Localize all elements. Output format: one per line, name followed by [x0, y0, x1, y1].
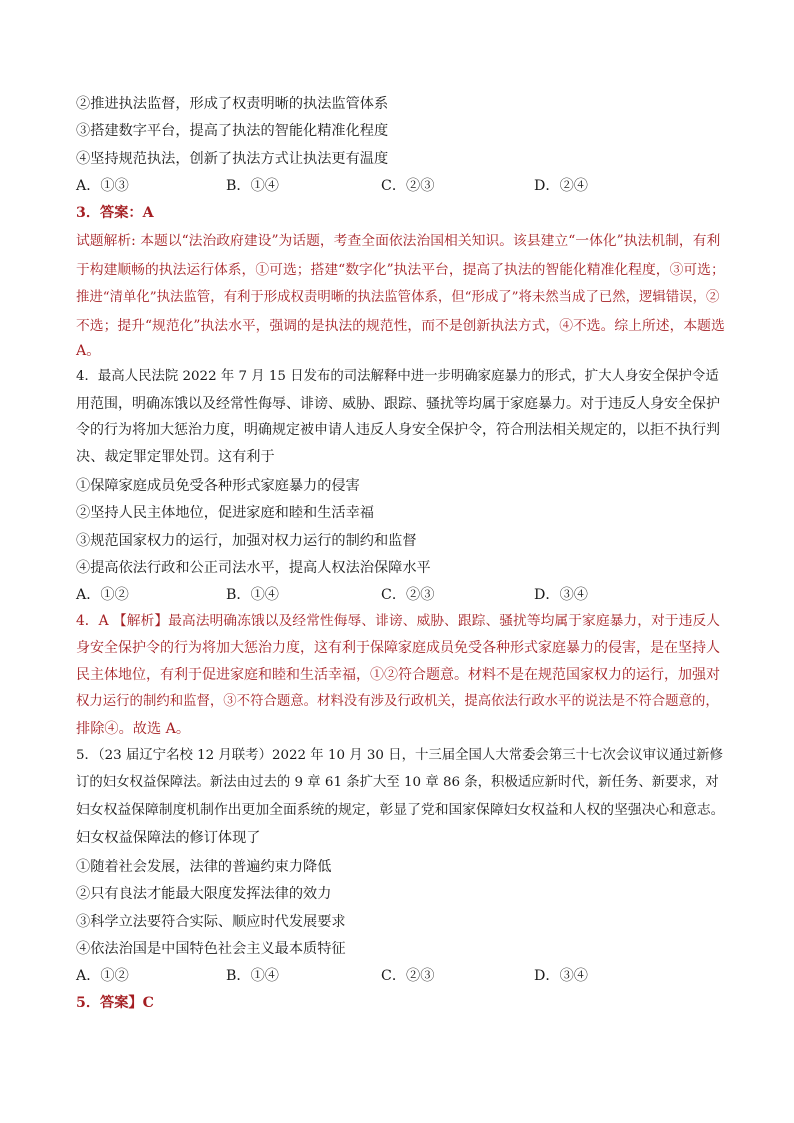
q2-item-4: ④坚持规范执法，创新了执法方式让执法更有温度: [76, 151, 389, 167]
q5-stem-line: 妇女权益保障法的修订体现了: [76, 830, 261, 846]
q5-option-c: C．②③: [381, 968, 435, 984]
q5-stem-line: 妇女权益保障制度机制作出更加全面系统的规定，彰显了党和国家保障妇女权益和人权的坚强决心和意志。: [76, 802, 725, 818]
answer-4-line: 排除④。故选 A。: [76, 721, 191, 737]
q4-options: [76, 585, 716, 605]
q5-options: [76, 966, 716, 986]
answer-3-line: 于构建顺畅的执法运行体系，①可选；搭建“数字化”执法平台，提高了执法的智能化精准化程度，③可选；: [76, 262, 725, 278]
q4-stem-line: 4．最高人民法院 2022 年 7 月 15 日发布的司法解释中进一步明确家庭暴力的形式，扩大人身安全保护令适: [76, 369, 719, 384]
answer-3-line: 不选；提升“规范化”执法水平，强调的是执法的规范性，而不是创新执法方式，④不选。综上所述，本题选: [76, 318, 725, 334]
q5-item-2: ②只有良法才能最大限度发挥法律的效力: [76, 886, 332, 902]
q4-option-b: B．①④: [226, 587, 279, 603]
q4-option-c: C．②③: [381, 587, 435, 603]
answer-5-label: 5．答案】C: [76, 995, 154, 1011]
q2-item-3: ③搭建数字平台，提高了执法的智能化精准化程度: [76, 123, 389, 139]
q5-item-4: ④依法治国是中国特色社会主义最本质特征: [76, 941, 346, 957]
q4-item-2: ②坚持人民主体地位，促进家庭和睦和生活幸福: [76, 505, 374, 521]
q5-item-1: ①随着社会发展，法律的普遍约束力降低: [76, 859, 332, 875]
q2-item-2: ②推进执法监督，形成了权责明晰的执法监管体系: [76, 96, 389, 112]
q5-stem-line: 订的妇女权益保障法。新法由过去的 9 章 61 条扩大至 10 章 86 条，积极适应新时代，新任务、新要求，对: [76, 775, 719, 790]
q4-stem-line: 用范围，明确冻饿以及经常性侮辱、诽谤、威胁、跟踪、骚扰等均属于家庭暴力。对于违反人身安全保护: [76, 396, 720, 412]
q2-option-c: C．②③: [381, 178, 435, 194]
q4-item-4: ④提高依法行政和公正司法水平，提高人权法治保障水平: [76, 560, 431, 576]
q4-item-1: ①保障家庭成员免受各种形式家庭暴力的侵害: [76, 478, 360, 494]
q4-stem-line: 决、裁定罪定罪处罚。这有利于: [76, 449, 275, 465]
q4-option-d: D．③④: [534, 587, 588, 603]
q5-option-a: A．①②: [76, 968, 129, 984]
q4-item-3: ③规范国家权力的运行，加强对权力运行的制约和监督: [76, 533, 417, 549]
answer-4-line: 民主体地位，有利于促进家庭和睦和生活幸福，①②符合题意。材料不是在规范国家权力的运行，加强对: [76, 667, 720, 683]
answer-3-line: A。: [76, 343, 101, 359]
q5-option-d: D．③④: [534, 968, 588, 984]
answer-4-line: 4．A 【解析】最高法明确冻饿以及经常性侮辱、诽谤、威胁、跟踪、骚扰等均属于家庭暴力，对于违反人: [76, 613, 720, 629]
answer-3-line: 推进“清单化”执法监管，有利于形成权责明晰的执法监管体系，但“形成了”将未然当成了已然，逻辑错误，②: [76, 290, 720, 305]
q5-stem-line: 5．（23 届辽宁名校 12 月联考）2022 年 10 月 30 日，十三届全国人大常委会第三十七次会议审议通过新修: [76, 748, 723, 763]
q2-options: [76, 176, 716, 196]
q5-item-3: ③科学立法要符合实际、顺应时代发展要求: [76, 914, 346, 930]
q5-option-b: B．①④: [226, 968, 279, 984]
q2-option-d: D．②④: [534, 178, 588, 194]
answer-3-line: 试题解析: 本题以“法治政府建设”为话题，考查全面依法治国相关知识。该县建立“一体化”执法机制，有利: [76, 233, 721, 249]
answer-4-line: 权力运行的制约和监督，③不符合题意。材料没有涉及行政机关，提高依法行政水平的说法是不符合题意的，: [76, 694, 719, 709]
answer-3-label: 3．答案：A: [76, 205, 154, 221]
q4-option-a: A．①②: [76, 587, 129, 603]
q4-stem-line: 令的行为将加大惩治力度，明确规定被申请人违反人身安全保护令，符合刑法相关规定的，以拒不执行判: [76, 422, 720, 438]
q2-option-b: B．①④: [226, 178, 279, 194]
answer-4-line: 身安全保护令的行为将加大惩治力度，这有利于保障家庭成员免受各种形式家庭暴力的侵害，是在坚持人: [76, 640, 720, 656]
q2-option-a: A．①③: [76, 178, 129, 194]
